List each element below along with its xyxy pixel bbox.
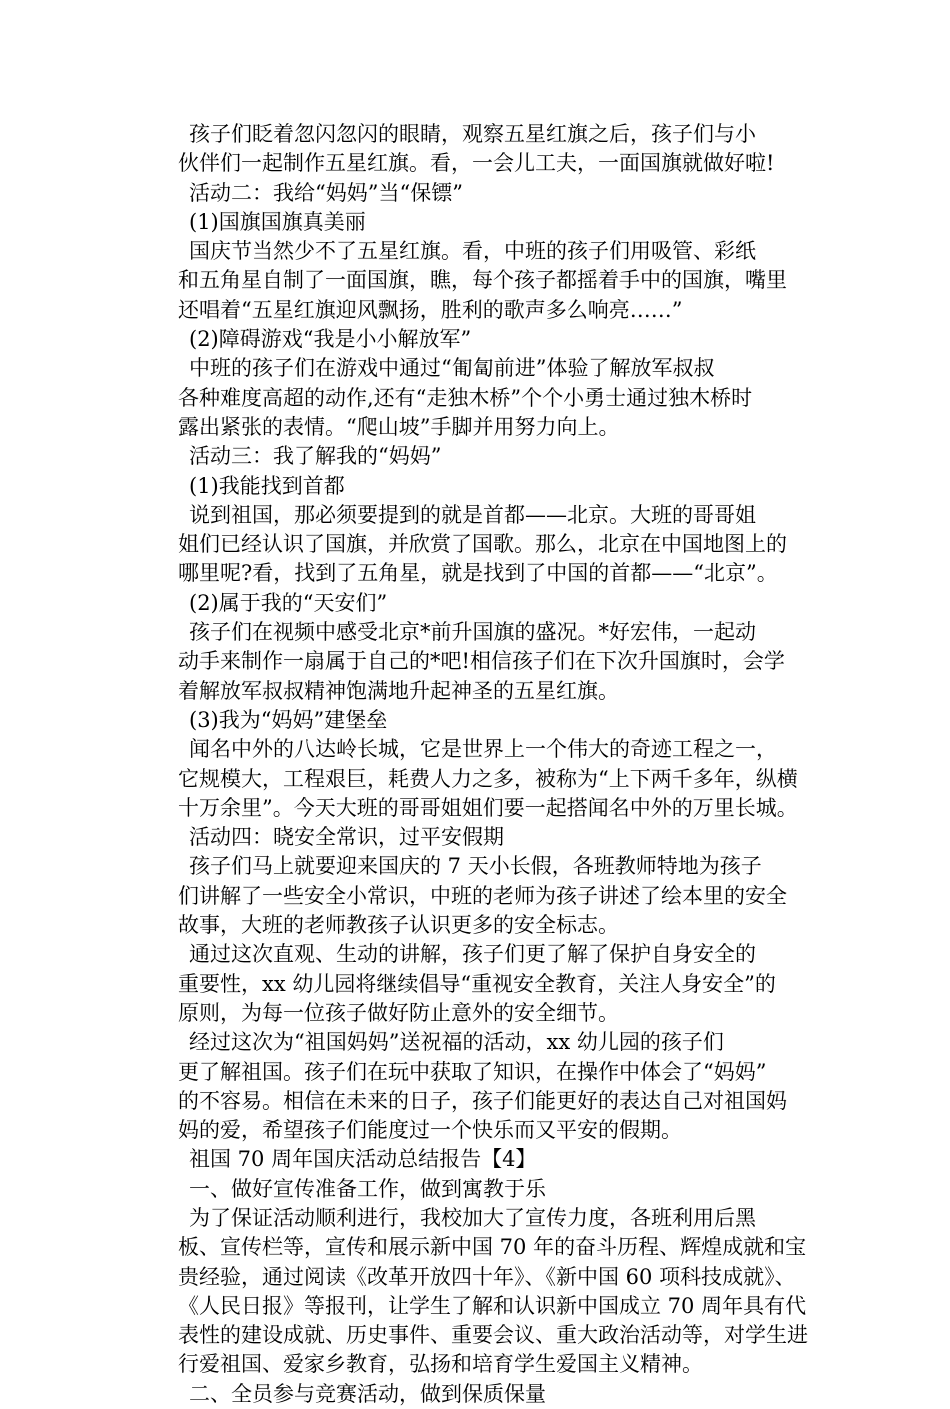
text-line: 孩子们马上就要迎来国庆的 7 天小长假，各班教师特地为孩子 xyxy=(189,854,762,879)
text-line: 它规模大，工程艰巨，耗费人力之多，被称为“上下两千多年，纵横 xyxy=(178,766,798,791)
section-heading: 活动二：我给“妈妈”当“保镖” xyxy=(189,180,463,205)
text-line: 中班的孩子们在游戏中通过“匍匐前进”体验了解放军叔叔 xyxy=(189,356,715,381)
text-line: 动手来制作一扇属于自己的*吧!相信孩子们在下次升国旗时，会学 xyxy=(178,649,785,674)
text-line: 说到祖国，那必须要提到的就是首都——北京。大班的哥哥姐 xyxy=(189,502,756,527)
subsection-heading: (2)属于我的“天安们” xyxy=(189,590,388,615)
report-title: 祖国 70 周年国庆活动总结报告【4】 xyxy=(189,1147,537,1172)
section-heading: 一、做好宣传准备工作，做到寓教于乐 xyxy=(189,1176,546,1201)
text-line: 露出紧张的表情。“爬山坡”手脚并用努力向上。 xyxy=(178,414,620,439)
text-line: 为了保证活动顺利进行，我校加大了宣传力度，各班利用后黑 xyxy=(189,1205,756,1230)
text-line: 原则，为每一位孩子做好防止意外的安全细节。 xyxy=(178,1000,619,1025)
text-line: 还唱着“五星红旗迎风飘扬，胜利的歌声多么响亮……” xyxy=(178,297,683,322)
text-line: 重要性，xx 幼儿园将继续倡导“重视安全教育，关注人身安全”的 xyxy=(178,971,776,996)
section-heading: 活动四：晓安全常识，过平安假期 xyxy=(189,825,504,850)
text-line: 闻名中外的八达岭长城，它是世界上一个伟大的奇迹工程之一， xyxy=(189,737,777,762)
text-line: 伙伴们一起制作五星红旗。看，一会儿工夫，一面国旗就做好啦! xyxy=(178,151,775,176)
subsection-heading: (3)我为“妈妈”建堡垒 xyxy=(189,707,388,732)
text-line: 哪里呢?看，找到了五角星，就是找到了中国的首都——“北京”。 xyxy=(178,561,778,586)
text-line: 姐们已经认识了国旗，并欣赏了国歌。那么，北京在中国地图上的 xyxy=(178,532,787,557)
text-line: 板、宣传栏等，宣传和展示新中国 70 年的奋斗历程、辉煌成就和宝 xyxy=(178,1235,807,1260)
section-heading: 二、全员参与竞赛活动，做到保质保量 xyxy=(189,1381,546,1406)
text-line: 国庆节当然少不了五星红旗。看，中班的孩子们用吸管、彩纸 xyxy=(189,239,756,264)
text-line: 贵经验，通过阅读《改革开放四十年》、《新中国 60 项科技成就》、 xyxy=(178,1264,796,1289)
document-body xyxy=(178,120,808,1409)
text-line: 更了解祖国。孩子们在玩中获取了知识，在操作中体会了“妈妈” xyxy=(178,1059,767,1084)
text-line: 孩子们眨着忽闪忽闪的眼睛，观察五星红旗之后，孩子们与小 xyxy=(189,122,756,146)
text-line: 孩子们在视频中感受北京*前升国旗的盛况。*好宏伟，一起动 xyxy=(189,620,756,645)
text-line: 《人民日报》等报刊，让学生了解和认识新中国成立 70 周年具有代 xyxy=(178,1293,807,1318)
subsection-heading: (1)我能找到首都 xyxy=(189,473,345,498)
text-line: 故事，大班的老师教孩子认识更多的安全标志。 xyxy=(178,913,619,938)
text-line: 的不容易。相信在未来的日子，孩子们能更好的表达自己对祖国妈 xyxy=(178,1088,787,1113)
text-line: 十万余里”。今天大班的哥哥姐姐们要一起搭闻名中外的万里长城。 xyxy=(178,795,798,820)
text-line: 各种难度高超的动作,还有“走独木桥”个个小勇士通过独木桥时 xyxy=(178,385,753,410)
subsection-heading: (2)障碍游戏“我是小小解放军” xyxy=(189,327,472,352)
text-line: 妈的爱，希望孩子们能度过一个快乐而又平安的假期。 xyxy=(178,1118,682,1143)
text-line: 们讲解了一些安全小常识，中班的老师为孩子讲述了绘本里的安全 xyxy=(178,883,787,908)
text-line: 通过这次直观、生动的讲解，孩子们更了解了保护自身安全的 xyxy=(189,942,756,967)
text-line: 着解放军叔叔精神饱满地升起神圣的五星红旗。 xyxy=(178,678,619,703)
subsection-heading: (1)国旗国旗真美丽 xyxy=(189,209,366,234)
text-line: 经过这次为“祖国妈妈”送祝福的活动，xx 幼儿园的孩子们 xyxy=(189,1030,724,1055)
text-line: 行爱祖国、爱家乡教育，弘扬和培育学生爱国主义精神。 xyxy=(178,1352,703,1377)
text-line: 表性的建设成就、历史事件、重要会议、重大政治活动等，对学生进 xyxy=(178,1323,808,1348)
section-heading: 活动三：我了解我的“妈妈” xyxy=(189,444,442,469)
text-line: 和五角星自制了一面国旗，瞧，每个孩子都摇着手中的国旗，嘴里 xyxy=(178,268,787,293)
